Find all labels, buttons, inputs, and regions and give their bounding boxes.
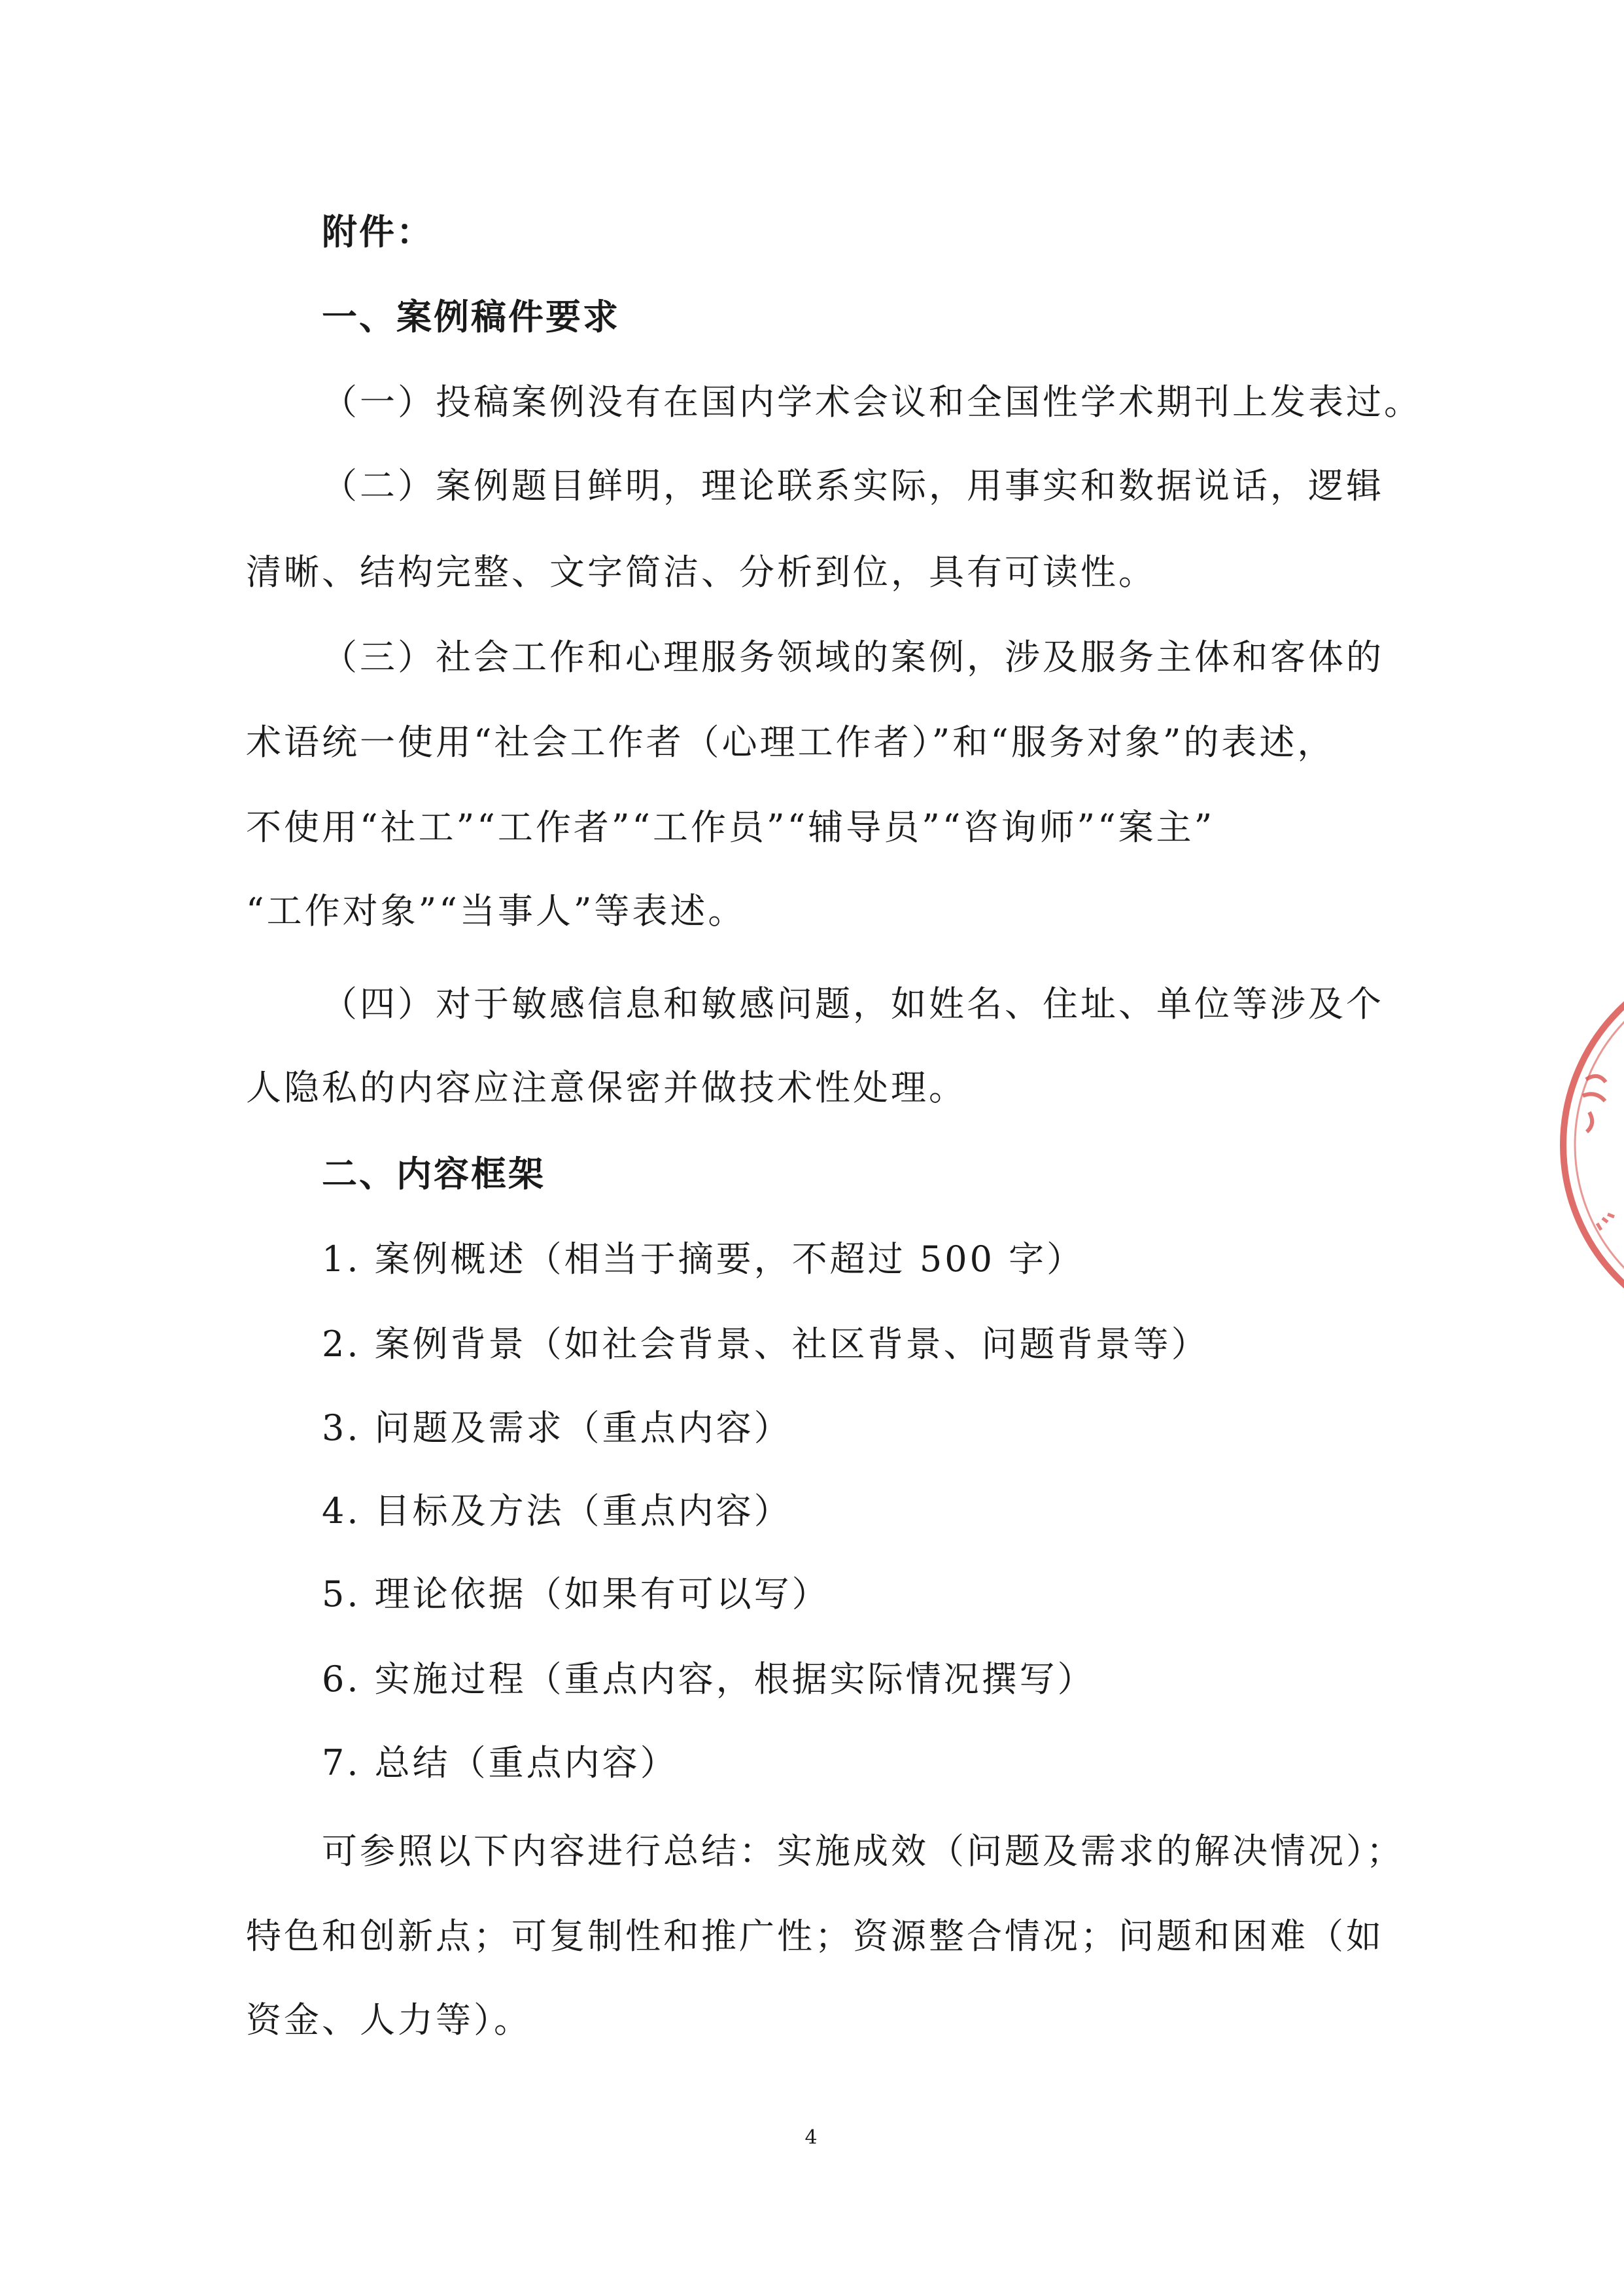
- seal-stamp-graphic: [1557, 981, 1624, 1322]
- summary-line-3: 资金、人力等）。: [246, 1999, 532, 2041]
- requirement-3-line-1: （三）社会工作和心理服务领域的案例，涉及服务主体和客体的: [322, 637, 1384, 678]
- framework-item: 3. 问题及需求（重点内容）: [322, 1407, 792, 1448]
- requirement-1: （一）投稿案例没有在国内学术会议和全国性学术期刊上发表过。: [322, 381, 1422, 423]
- requirement-4-line-2: 人隐私的内容应注意保密并做技术性处理。: [246, 1067, 967, 1108]
- requirement-3-line-2: 术语统一使用“社会工作者（心理工作者）”和“服务对象”的表述，: [246, 722, 1336, 763]
- seal-stamp: [1557, 981, 1624, 1322]
- section-heading-requirements: 一、案例稿件要求: [322, 296, 620, 338]
- framework-item: 7. 总结（重点内容）: [322, 1742, 678, 1783]
- requirement-2-line-1: （二）案例题目鲜明，理论联系实际，用事实和数据说话，逻辑: [322, 465, 1384, 506]
- summary-line-2: 特色和创新点；可复制性和推广性；资源整合情况；问题和困难（如: [246, 1916, 1384, 1957]
- framework-item: 2. 案例背景（如社会背景、社区背景、问题背景等）: [322, 1323, 1209, 1365]
- section-heading-framework: 二、内容框架: [322, 1153, 545, 1195]
- requirement-4-line-1: （四）对于敏感信息和敏感问题，如姓名、住址、单位等涉及个: [322, 983, 1384, 1025]
- framework-item: 5. 理论依据（如果有可以写）: [322, 1573, 830, 1615]
- framework-item: 6. 实施过程（重点内容，根据实际情况撰写）: [322, 1658, 1096, 1700]
- attachment-label: 附件：: [322, 211, 434, 253]
- requirement-2-line-2: 清晰、结构完整、文字简洁、分析到位，具有可读性。: [246, 552, 1156, 593]
- page-number: 4: [804, 2126, 818, 2149]
- framework-item: 1. 案例概述（相当于摘要，不超过 500 字）: [322, 1238, 1085, 1280]
- summary-line-1: 可参照以下内容进行总结：实施成效（问题及需求的解决情况）；: [322, 1831, 1404, 1872]
- framework-item: 4. 目标及方法（重点内容）: [322, 1490, 792, 1532]
- requirement-3-line-3: 不使用“社工”“工作者”“工作员”“辅导员”“咨询师”“案主”: [246, 807, 1215, 848]
- requirement-3-line-4: “工作对象”“当事人”等表述。: [246, 890, 746, 932]
